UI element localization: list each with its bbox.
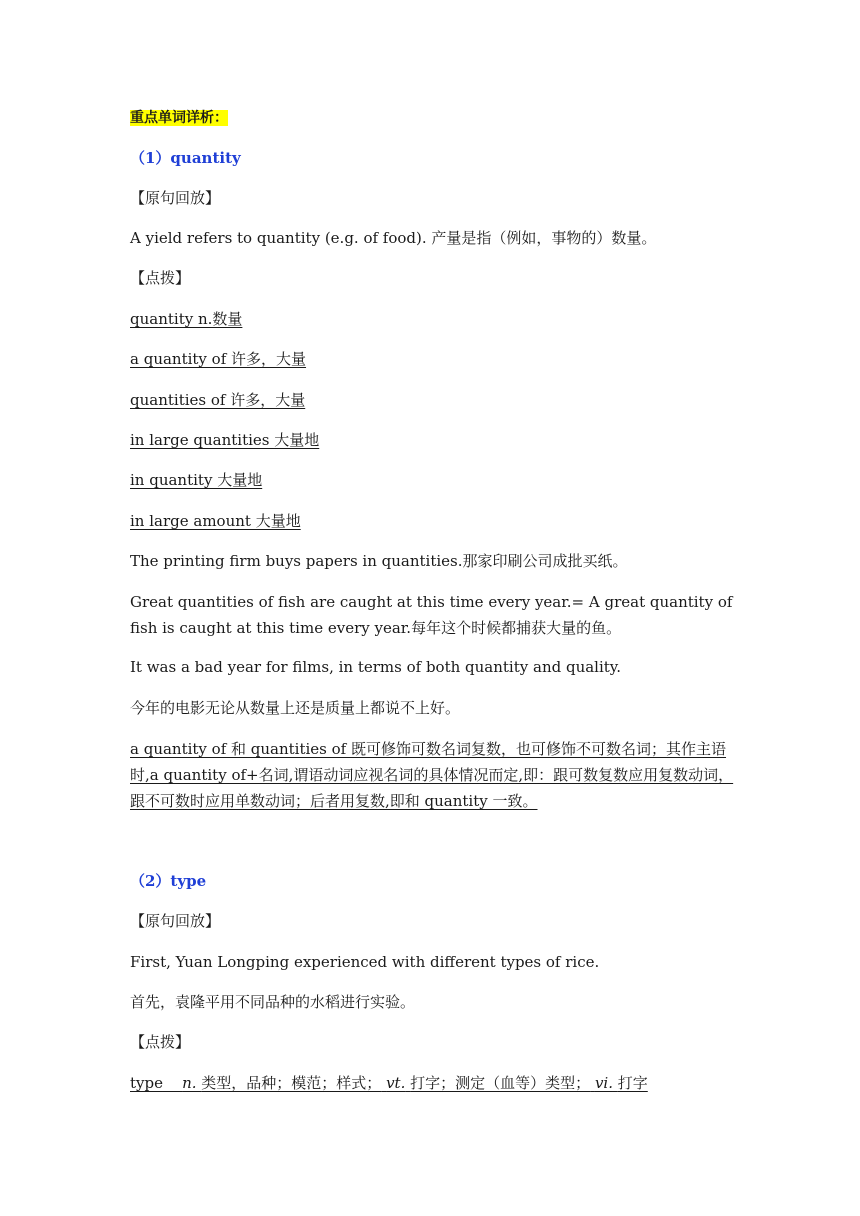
definition-meaning: 类型，品种；模范；样式；: [201, 1074, 382, 1092]
phrase-item: in large amount 大量地: [130, 512, 301, 530]
example-sentence: It was a bad year for films, in terms of both quantity and quality.: [130, 658, 622, 676]
definition-meaning: 打字；测定（血等）类型；: [410, 1074, 591, 1092]
definition-pos: vt.: [386, 1074, 406, 1092]
section-title-quantity: （1）quantity: [130, 149, 241, 167]
phrase-item: in quantity 大量地: [130, 471, 263, 489]
phrase-item: in large quantities 大量地: [130, 431, 320, 449]
tips-label: 【点拨】: [130, 1033, 191, 1051]
definition-pos: vi.: [594, 1074, 613, 1092]
original-sentence: First, Yuan Longping experienced with different types of rice.: [130, 953, 600, 971]
example-translation: 今年的电影无论从数量上还是质量上都说不上好。: [130, 699, 461, 717]
definition-pos: n.: [182, 1074, 197, 1092]
definition-word: type: [130, 1074, 163, 1092]
definition-meaning: 打字: [617, 1074, 648, 1092]
original-sentence-label: 【原句回放】: [130, 189, 221, 207]
original-sentence: A yield refers to quantity (e.g. of food). 产量是指（例如，事物的）数量。: [130, 229, 657, 247]
usage-note: a quantity of 和 quantities of 既可修饰可数名词复数，也可修饰不可数名词；其作主语时,a quantity of+名词,谓语动词应视名词的具体情况而定,即：跟可数复数应用复数动词，跟不可数时应用单数动词；后者用复数,即和 quantity 一致。: [130, 740, 734, 810]
tips-label: 【点拨】: [130, 269, 191, 287]
section-title-type: （2）type: [130, 872, 207, 890]
phrase-item: quantity n.数量: [130, 310, 243, 328]
example-sentence: The printing firm buys papers in quantities.那家印刷公司成批买纸。: [130, 552, 628, 570]
phrase-item: a quantity of 许多，大量: [130, 350, 307, 368]
original-translation: 首先，袁隆平用不同品种的水稻进行实验。: [130, 993, 416, 1011]
definition-line: [130, 1073, 648, 1093]
page-heading: 重点单词详析：: [130, 110, 228, 126]
example-sentence: Great quantities of fish are caught at this time every year.= A great quantity of fish is caught at this time every year.每年这个时候都捕获大量的鱼。: [130, 593, 733, 637]
phrase-item: quantities of 许多，大量: [130, 391, 306, 409]
original-sentence-label: 【原句回放】: [130, 912, 221, 930]
